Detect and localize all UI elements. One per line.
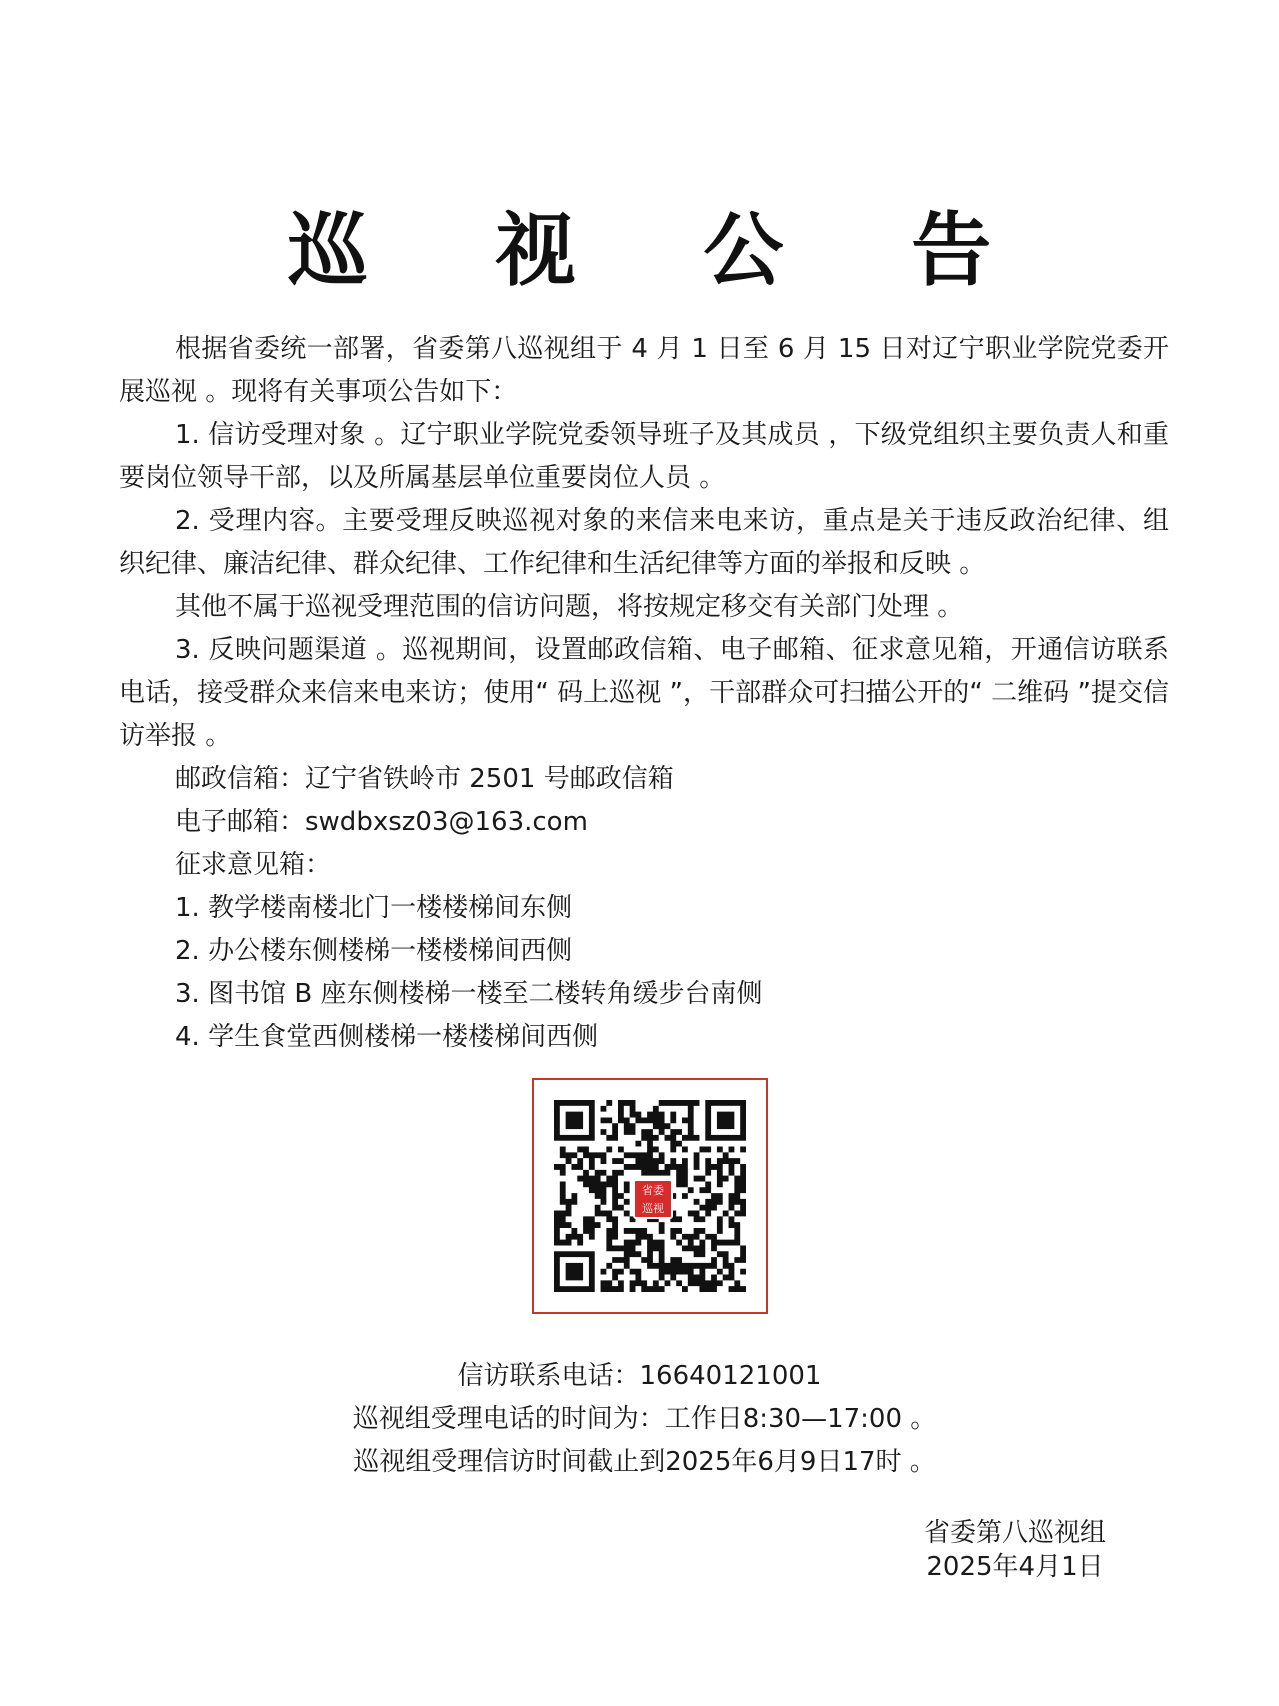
deadline-line: 巡视组受理信访时间截止到2025年6月9日17时 。: [353, 1447, 936, 1477]
contact-block: [0, 1355, 1279, 1484]
postal-box-line: 邮政信箱：辽宁省铁岭市 2501 号邮政信箱: [175, 764, 674, 794]
signature-block: [905, 1516, 1125, 1584]
email-line: 电子邮箱：swdbxsz03@163.com: [175, 807, 588, 837]
phone-line: 信访联系电话：16640121001: [457, 1361, 822, 1391]
box-location-2: 2. 办公楼东侧楼梯一楼楼梯间西侧: [175, 936, 573, 966]
item-2-note: 其他不属于巡视受理范围的信访问题，将按规定移交有关部门处理 。: [175, 592, 964, 622]
boxes-heading: 征求意见箱：: [175, 850, 332, 880]
box-location-1: 1. 教学楼南楼北门一楼楼梯间东侧: [175, 893, 573, 923]
qr-center-logo: [633, 1179, 673, 1219]
box-location-4: 4. 学生食堂西侧楼梯一楼楼梯间西侧: [175, 1022, 599, 1052]
box-location-3: 3. 图书馆 B 座东侧楼梯一楼至二楼转角缓步台南侧: [175, 979, 763, 1009]
page-title: 巡 视 公 告: [287, 203, 1042, 297]
qr-finder-pattern: [554, 1251, 595, 1292]
qr-logo-line-1: 省委: [642, 1183, 664, 1197]
signature-org: 省委第八巡视组: [923, 1518, 1106, 1548]
item-3-paragraph: 3. 反映问题渠道 。巡视期间，设置邮政信箱、电子邮箱、征求意见箱，开通信访联系电话，接受群众来信来电来访；使用“ 码上巡视 ”，干部群众可扫描公开的“ 二维码 ”提交信访举报 。: [119, 635, 1169, 751]
notice-body: [119, 328, 1169, 1059]
item-2-paragraph: 2. 受理内容。主要受理反映巡视对象的来信来电来访，重点是关于违反政治纪律、组织纪律、廉洁纪律、群众纪律、工作纪律和生活纪律等方面的举报和反映 。: [119, 506, 1169, 579]
item-1-paragraph: 1. 信访受理对象 。辽宁职业学院党委领导班子及其成员 ，下级党组织主要负责人和重要岗位领导干部，以及所属基层单位重要岗位人员 。: [119, 420, 1169, 493]
intro-paragraph: 根据省委统一部署，省委第八巡视组于 4 月 1 日至 6 月 15 日对辽宁职业学院党委开展巡视 。现将有关事项公告如下：: [119, 334, 1169, 407]
qr-logo-line-2: 巡视: [642, 1201, 664, 1215]
qr-finder-pattern: [554, 1100, 595, 1141]
qr-code-frame[interactable]: [532, 1078, 768, 1314]
phone-hours-line: 巡视组受理电话的时间为：工作日8:30—17:00 。: [352, 1404, 937, 1434]
signature-date: 2025年4月1日: [926, 1552, 1104, 1582]
qr-finder-pattern: [705, 1100, 746, 1141]
